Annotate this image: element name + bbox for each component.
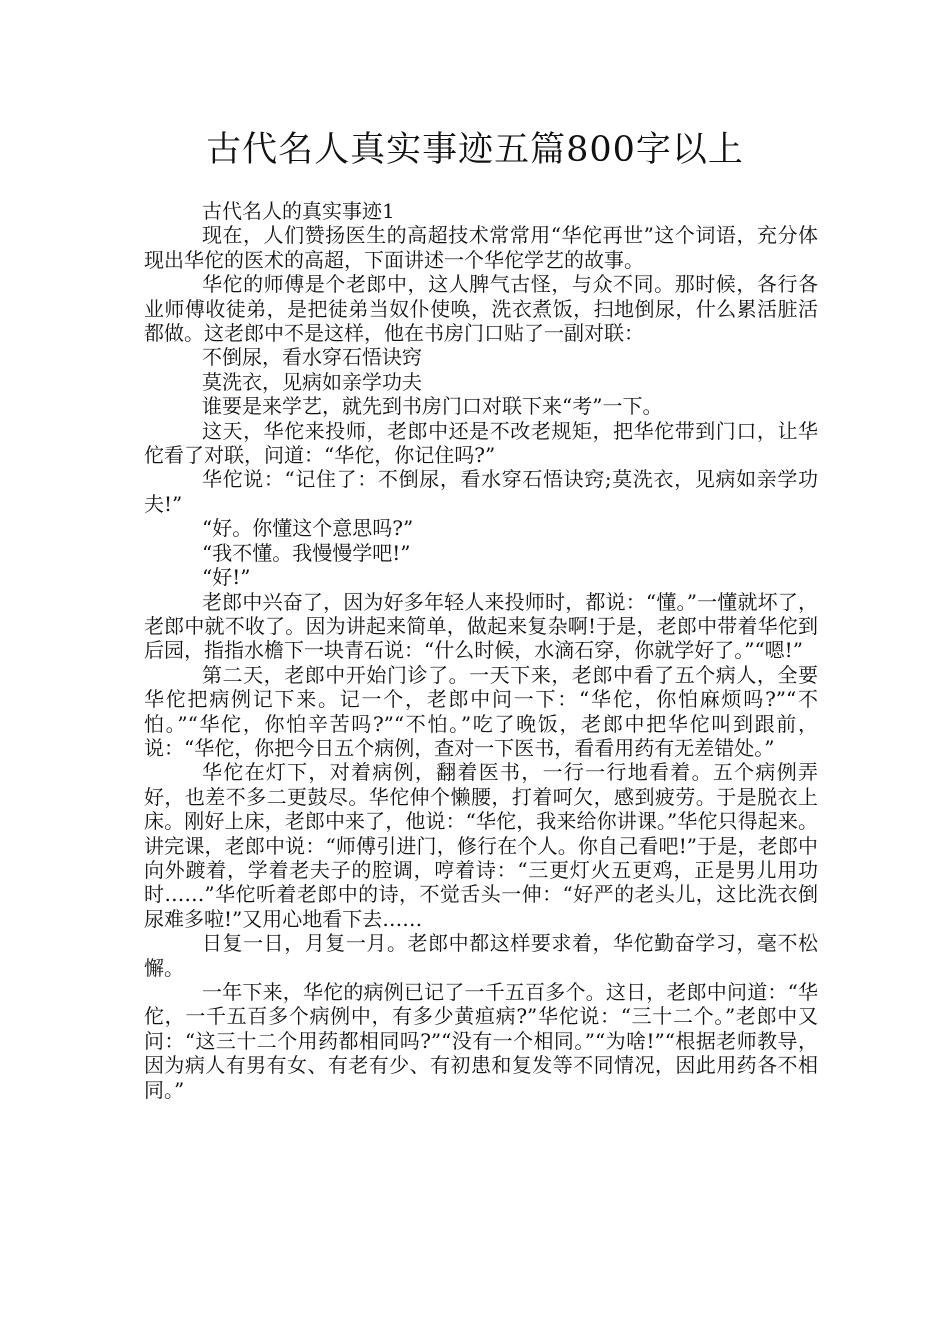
paragraph: 华佗说：“记住了：不倒尿，看水穿石悟诀窍;莫洗衣，见病如亲学功夫!” [144,467,818,516]
paragraph: 现在，人们赞扬医生的高超技术常常用“华佗再世”这个词语，充分体现出华佗的医术的高超，下面讲述一个华佗学艺的故事。 [144,223,818,272]
couplet-line: 莫洗衣，见病如亲学功夫 [202,369,422,394]
paragraph: 老郎中兴奋了，因为好多年轻人来投师时，都说：“懂。”一懂就坏了，老郎中就不收了。因为讲起来简单，做起来复杂啊!于是，老郎中带着华佗到后园，指指水檐下一块青石说：“什么时候，水滴石穿，你就学好了。”“嗯!” [144,589,818,663]
dialogue-line: “好。你懂这个意思吗?” [202,516,414,541]
paragraph: 这天，华佗来投师，老郎中还是不改老规矩，把华佗带到门口，让华佗看了对联，问道：“华佗，你记住吗?” [144,418,818,468]
document-body [144,199,818,1102]
paragraph: 第二天，老郎中开始门诊了。一天下来，老郎中看了五个病人，全要华佗把病例记下来。记一个，老郎中问一下：“华佗，你怕麻烦吗?”“不怕。”“华佗，你怕辛苦吗?”“不怕。”吃了晚饭，老郎中把华佗叫到跟前，说：“华佗，你把今日五个病例，查对一下医书，看看用药有无差错处。” [144,662,818,760]
dialogue-line: “好!” [202,565,251,590]
paragraph: 华佗在灯下，对着病例，翻着医书，一行一行地看着。五个病例弄好，也差不多二更鼓尽。华佗伸个懒腰，打着呵欠，感到疲劳。于是脱衣上床。刚好上床，老郎中来了，他说：“华佗，我来给你讲课。”华佗只得起来。讲完课，老郎中说：“师傅引进门，修行在个人。你自己看吧!”于是，老郎中向外踱着，学着老夫子的腔调，哼着诗：“三更灯火五更鸡，正是男儿用功时……”华佗听着老郎中的诗，不觉舌头一伸：“好严的老头儿，这比洗衣倒尿难多啦!”又用心地看下去…… [144,760,818,931]
page-title: 古代名人真实事迹五篇800字以上 [206,130,744,170]
paragraph: 日复一日，月复一月。老郎中都这样要求着，华佗勤奋学习，毫不松懈。 [144,931,818,980]
paragraph: 谁要是来学艺，就先到书房门口对联下来“考”一下。 [202,394,663,419]
couplet-line: 不倒尿，看水穿石悟诀窍 [202,345,422,370]
section-heading: 古代名人的真实事迹1 [202,199,395,223]
dialogue-line: “我不懂。我慢慢学吧!” [202,540,411,565]
paragraph: 一年下来，华佗的病例已记了一千五百多个。这日，老郎中问道：“华佗，一千五百多个病例中，有多少黄疸病?”华佗说：“三十二个。”老郎中又问：“这三十二个用药都相同吗?”“没有一个相同。”“为啥!”“根据老师教导，因为病人有男有女、有老有少、有初患和复发等不同情况，因此用药各不相同。” [144,980,818,1102]
paragraph: 华佗的师傅是个老郎中，这人脾气古怪，与众不同。那时候，各行各业师傅收徒弟，是把徒弟当奴仆使唤，洗衣煮饭，扫地倒尿，什么累活脏活都做。这老郎中不是这样，他在书房门口贴了一副对联： [144,272,818,346]
